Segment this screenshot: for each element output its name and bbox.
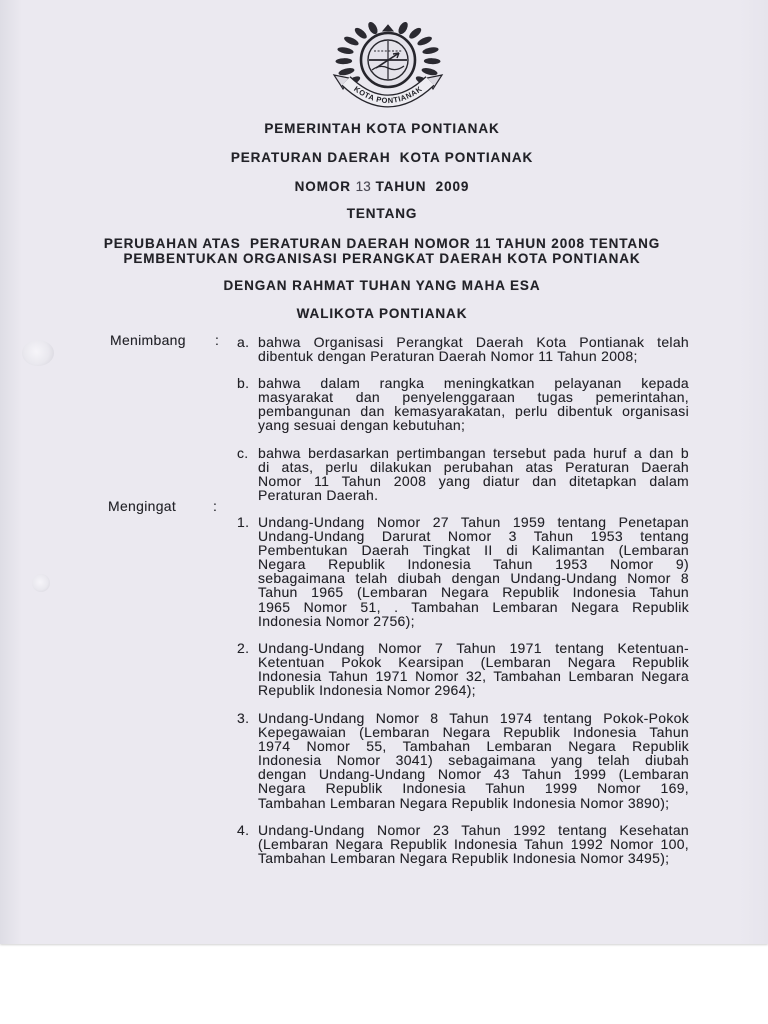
- text-line: bahwa dalam rangka meningkatkan pelayanan kepada: [258, 375, 689, 391]
- text-line: Ketentuan Pokok Kearsipan (Lembaran Negara Republik: [258, 654, 689, 671]
- text-line: Indonesia Tahun 1971 Nomor 32, Tambahan Lembaran Negara: [258, 668, 689, 685]
- item-marker: 3.: [237, 710, 250, 726]
- text-line: dengan Undang-Undang Nomor 43 Tahun 1999 (Lembaran: [258, 766, 689, 783]
- text-line: di atas, perlu dilakukan perubahan atas Peraturan Daerah: [258, 459, 689, 476]
- item-text: [258, 335, 689, 363]
- text-line: Undang-Undang Nomor 8 Tahun 1974 tentang Pokok-Pokok: [258, 710, 689, 726]
- text-line: masyarakat dan penyelenggaraan tugas pemerintahan,: [258, 389, 689, 406]
- text-line: Undang-Undang Darurat Nomor 3 Tahun 1953 tentang: [258, 528, 689, 545]
- item-marker: 1.: [237, 514, 250, 530]
- mengingat-colon: :: [213, 498, 218, 514]
- text-line: Undang-Undang Nomor 7 Tahun 1971 tentang Ketentuan-: [258, 640, 689, 656]
- text-line: bahwa berdasarkan pertimbangan tersebut pada huruf a dan b: [258, 445, 689, 461]
- menimbang-label: Menimbang: [110, 332, 186, 348]
- text-line: Indonesia Nomor 2756);: [258, 612, 415, 629]
- text-line: Negara Republik Indonesia Tahun 1999 Nomor 169,: [258, 780, 689, 797]
- text-line: 1974 Nomor 55, Tambahan Lembaran Negara Republik: [258, 738, 689, 755]
- menimbang-item-c: [0, 445, 768, 504]
- mengingat-item-2: [0, 640, 768, 699]
- text-line: 1965 Nomor 51, . Tambahan Lembaran Negara Republik: [258, 598, 689, 615]
- item-marker: 4.: [237, 822, 250, 838]
- text-line: pembangunan dan kemasyarakatan, perlu dibentuk organisasi: [258, 403, 689, 420]
- text-line: Negara Republik Indonesia Tahun 1953 Nomor 9): [258, 556, 689, 573]
- item-text: [258, 711, 689, 810]
- mengingat-item-1: [0, 514, 768, 629]
- text-line: Pembentukan Daerah Tingkat II di Kalimantan (Lembaran: [258, 542, 689, 559]
- government-title: PEMERINTAH KOTA PONTIANAK: [264, 121, 500, 136]
- text-line: Indonesia Nomor 3041) sebagaimana yang telah diubah: [258, 752, 689, 769]
- emblem-shield: [361, 25, 415, 87]
- text-line: Undang-Undang Nomor 27 Tahun 1959 tentang Penetapan: [258, 514, 689, 530]
- blessing-line: DENGAN RAHMAT TUHAN YANG MAHA ESA: [223, 278, 541, 293]
- item-marker: 2.: [237, 640, 250, 656]
- item-text: [258, 823, 689, 865]
- text-line: dibentuk dengan Peraturan Daerah Nomor 11 Tahun 2008;: [258, 348, 638, 365]
- mayor-heading: WALIKOTA PONTIANAK: [296, 306, 468, 321]
- text-line: yang sesuai dengan kebutuhan;: [258, 417, 466, 434]
- regulation-number-prefix: NOMOR: [294, 179, 351, 194]
- item-text: [258, 376, 689, 432]
- city-emblem: [326, 18, 450, 110]
- text-line: sebagaimana telah diubah dengan Undang-Undang Nomor 8: [258, 570, 689, 587]
- text-line: bahwa Organisasi Perangkat Daerah Kota Pontianak telah: [258, 334, 689, 350]
- item-text: [258, 515, 689, 628]
- regulation-number-suffix: TAHUN 2009: [375, 179, 470, 194]
- text-line: Tambahan Lembaran Negara Republik Indonesia Nomor 3890);: [258, 794, 670, 811]
- text-line: (Lembaran Negara Republik Indonesia Tahun 1992 Nomor 100,: [258, 836, 689, 853]
- item-marker: a.: [237, 334, 250, 350]
- text-line: Tahun 1965 (Lembaran Negara Republik Indonesia Tahun: [258, 584, 689, 601]
- regulation-title: PERATURAN DAERAH KOTA PONTIANAK: [230, 150, 534, 165]
- item-marker: b.: [237, 375, 250, 391]
- emblem-ribbon-text: KOTA PONTIANAK: [352, 84, 424, 106]
- about-heading: TENTANG: [346, 206, 418, 221]
- text-line: Peraturan Daerah.: [258, 487, 379, 504]
- text-line: Kepegawaian (Lembaran Negara Republik Indonesia Tahun: [258, 724, 689, 741]
- menimbang-item-b: [0, 375, 768, 434]
- text-line: Republik Indonesia Nomor 2964);: [258, 682, 476, 699]
- subject-line: PEMBENTUKAN ORGANISASI PERANGKAT DAERAH KOTA PONTIANAK: [123, 251, 641, 266]
- item-marker: c.: [237, 445, 249, 461]
- text-line: Tambahan Lembaran Negara Republik Indonesia Nomor 3495);: [258, 850, 670, 867]
- punch-hole-mark: [22, 340, 54, 366]
- text-line: Undang-Undang Nomor 23 Tahun 1992 tentang Kesehatan: [258, 822, 689, 838]
- regulation-number: [0, 179, 764, 194]
- regulation-number-value: 13: [355, 179, 371, 194]
- item-text: [258, 446, 689, 502]
- text-line: Nomor 11 Tahun 2008 yang diatur dan ditetapkan dalam: [258, 473, 689, 490]
- item-text: [258, 641, 689, 697]
- subject-line: PERUBAHAN ATAS PERATURAN DAERAH NOMOR 11 TAHUN 2008 TENTANG: [103, 236, 661, 251]
- mengingat-item-3: [0, 710, 768, 811]
- menimbang-colon: :: [215, 332, 220, 348]
- mengingat-item-4: [0, 822, 768, 867]
- mengingat-label: Mengingat: [108, 498, 177, 514]
- punch-hole-mark: [32, 574, 50, 592]
